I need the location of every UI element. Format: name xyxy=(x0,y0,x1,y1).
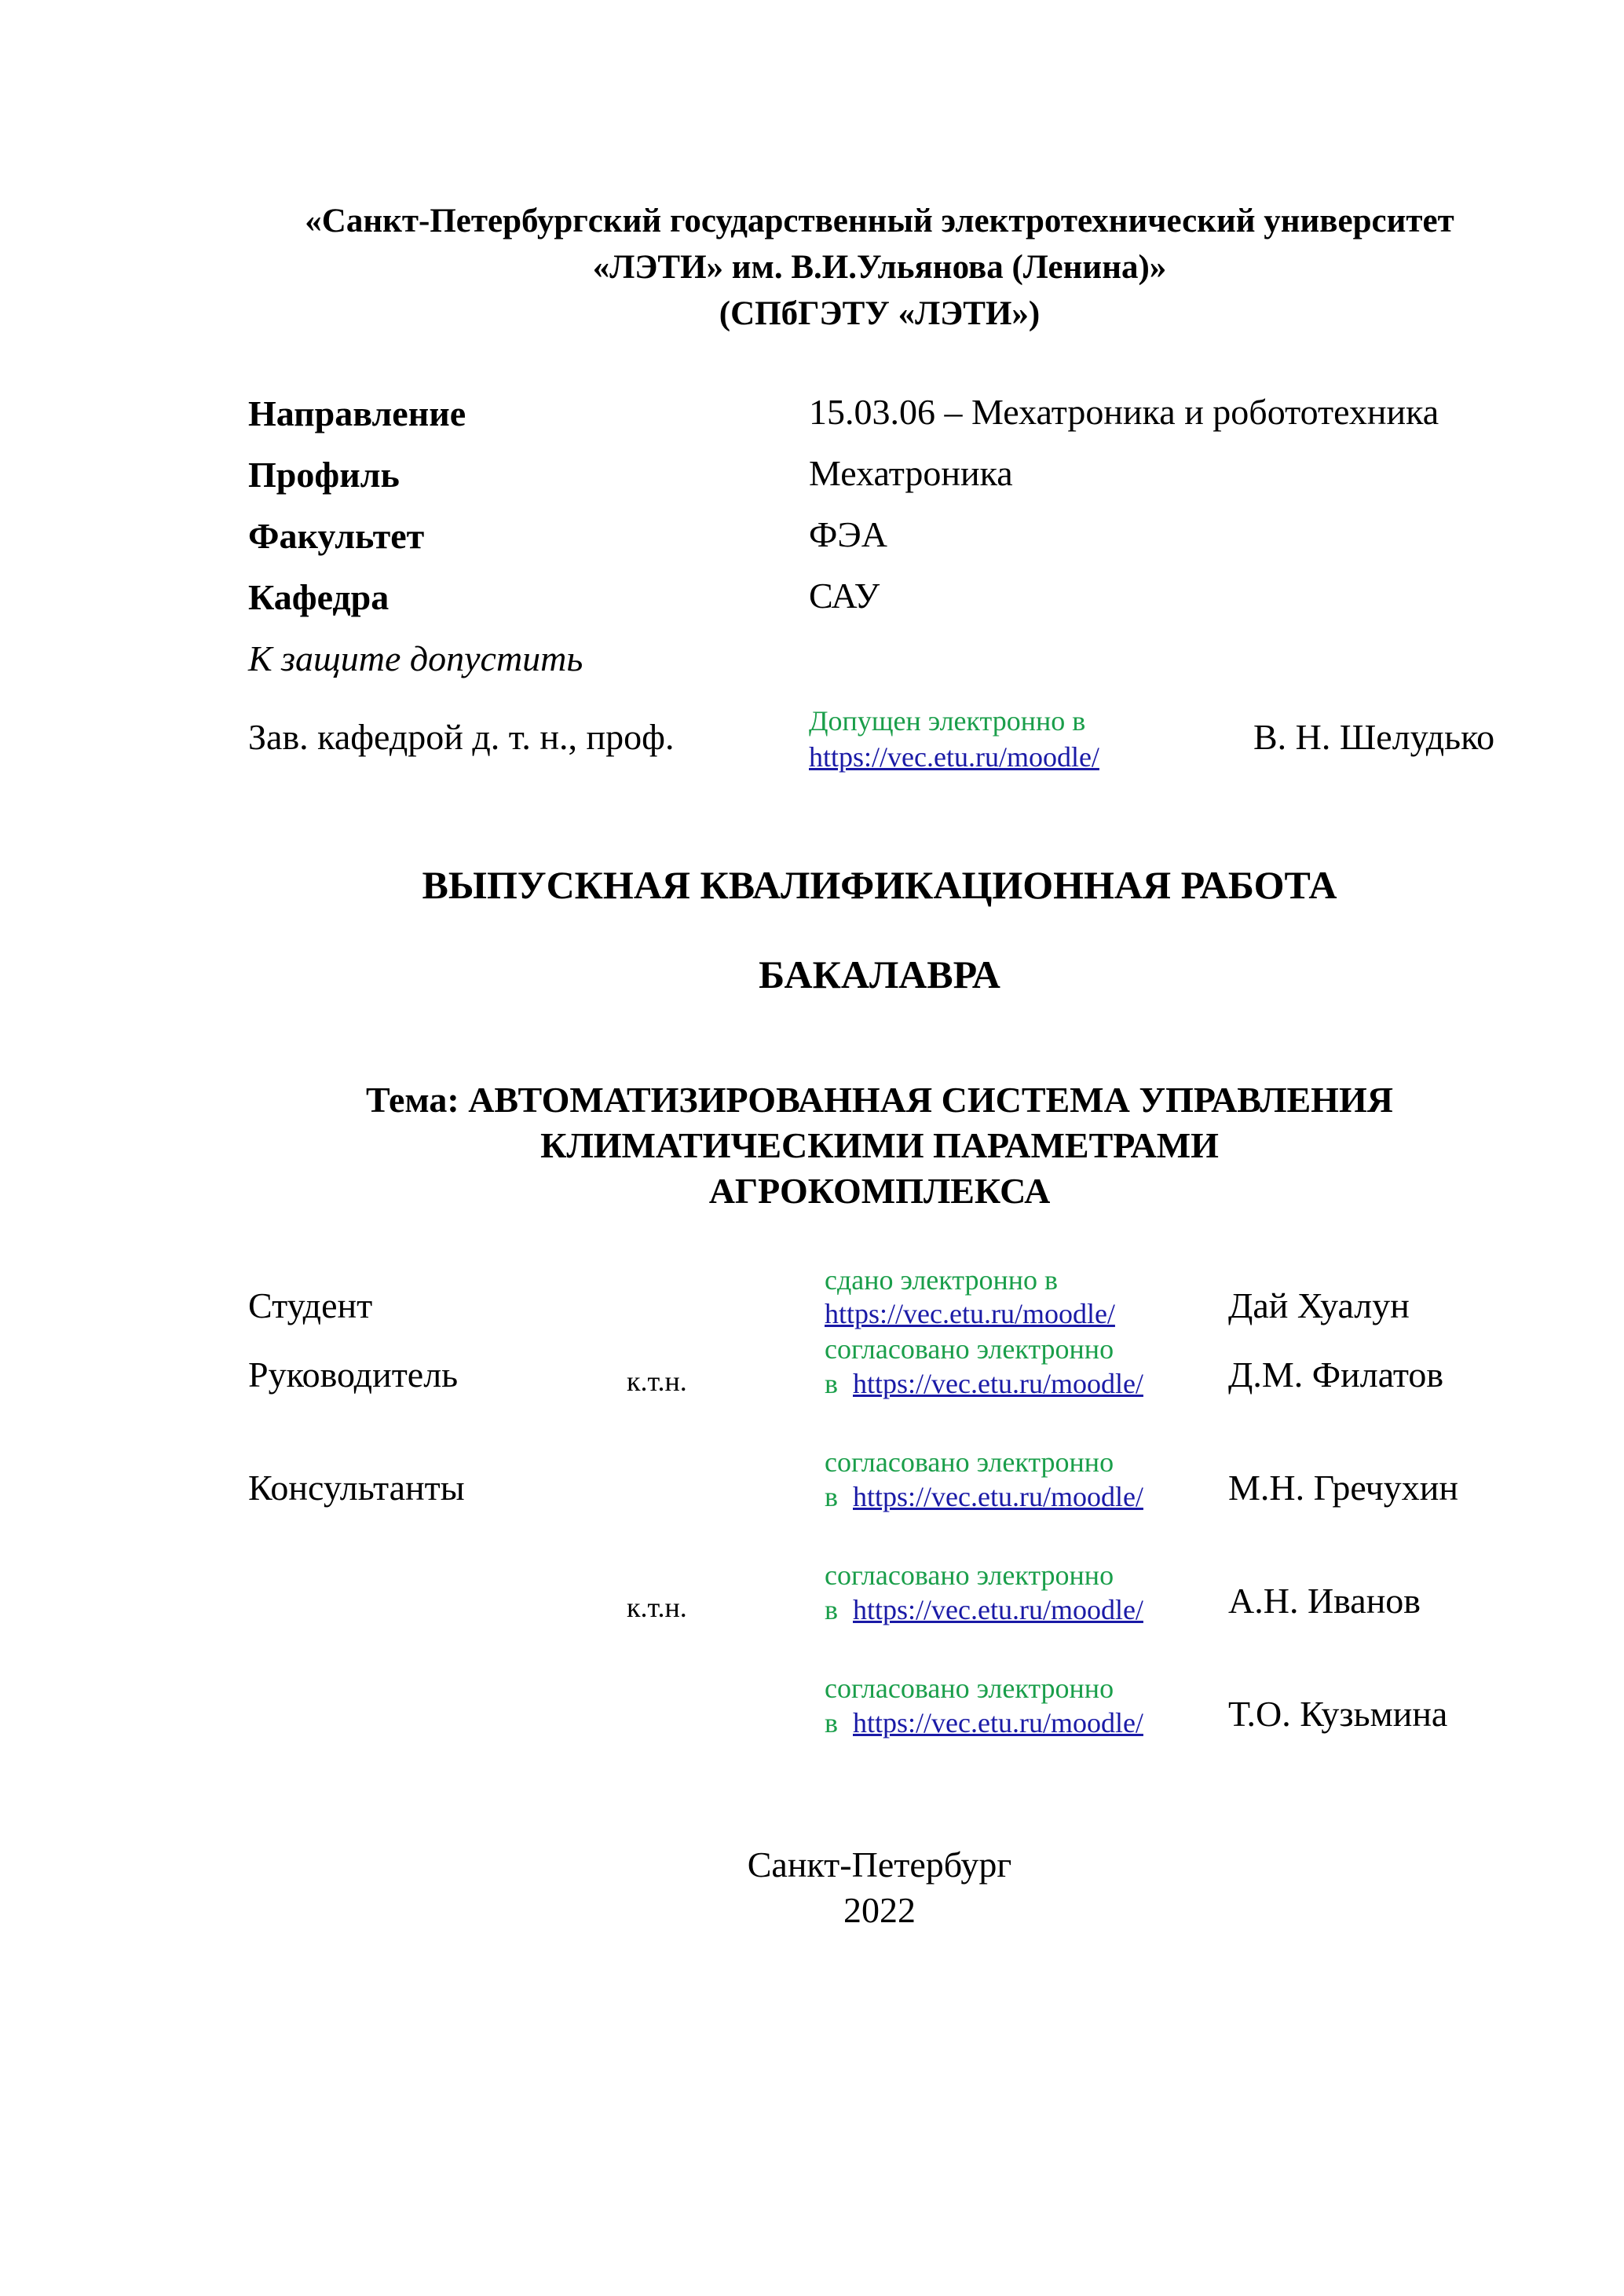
defense-admission-note: К защите допустить xyxy=(248,638,583,678)
university-line-2: «ЛЭТИ» им. В.И.Ульянова (Ленина)» xyxy=(592,249,1167,286)
consultant-2-link[interactable]: https://vec.etu.ru/moodle/ xyxy=(853,1594,1143,1625)
consultant-2-status: согласовано электронно xyxy=(825,1559,1114,1591)
consultant-1-name: М.Н. Гречухин xyxy=(1228,1468,1458,1508)
consultant-2-name: А.Н. Иванов xyxy=(1228,1581,1421,1621)
work-title-line-1: ВЫПУСКНАЯ КВАЛИФИКАЦИОННАЯ РАБОТА xyxy=(422,863,1337,907)
consultants-role: Консультанты xyxy=(248,1468,465,1508)
student-link[interactable]: https://vec.etu.ru/moodle/ xyxy=(825,1298,1115,1329)
profile-label: Профиль xyxy=(248,455,400,495)
supervisor-name: Д.М. Филатов xyxy=(1228,1355,1444,1395)
consultant-3-prefix: в xyxy=(825,1707,838,1738)
consultant-2-degree: к.т.н. xyxy=(627,1592,687,1623)
supervisor-status: согласовано электронно xyxy=(825,1333,1114,1365)
supervisor-degree: к.т.н. xyxy=(627,1366,687,1397)
university-line-3: (СПбГЭТУ «ЛЭТИ») xyxy=(719,295,1041,332)
consultant-1-prefix: в xyxy=(825,1481,838,1512)
student-name: Дай Хуалун xyxy=(1228,1285,1410,1325)
admission-status: Допущен электронно в xyxy=(809,705,1086,737)
faculty-value: ФЭА xyxy=(809,514,887,554)
theme-block xyxy=(0,1077,1624,1214)
consultant-3-name: Т.О. Кузьмина xyxy=(1228,1694,1448,1734)
supervisor-link[interactable]: https://vec.etu.ru/moodle/ xyxy=(853,1368,1143,1399)
department-label: Кафедра xyxy=(248,577,390,617)
footer xyxy=(0,1842,1624,1933)
direction-value: 15.03.06 – Мехатроника и робототехника xyxy=(809,392,1439,432)
consultant-1-status: согласовано электронно xyxy=(825,1446,1114,1478)
direction-label: Направление xyxy=(248,393,466,433)
consultant-3-link[interactable]: https://vec.etu.ru/moodle/ xyxy=(853,1707,1143,1738)
theme-line-2: КЛИМАТИЧЕСКИМИ ПАРАМЕТРАМИ xyxy=(540,1125,1219,1165)
department-value: САУ xyxy=(809,576,880,616)
department-head-label: Зав. кафедрой д. т. н., проф. xyxy=(248,717,675,757)
university-header xyxy=(0,198,1624,337)
supervisor-role: Руководитель xyxy=(248,1355,459,1395)
supervisor-prefix: в xyxy=(825,1368,838,1399)
admission-link[interactable]: https://vec.etu.ru/moodle/ xyxy=(809,741,1099,773)
year: 2022 xyxy=(843,1890,916,1930)
theme-line-1: Тема: АВТОМАТИЗИРОВАННАЯ СИСТЕМА УПРАВЛЕНИЯ xyxy=(366,1080,1393,1120)
city: Санкт-Петербург xyxy=(747,1844,1012,1885)
student-status: сдано электронно в xyxy=(825,1264,1058,1296)
work-title-line-2: БАКАЛАВРА xyxy=(759,952,1000,996)
department-head-name: В. Н. Шелудько xyxy=(1253,717,1495,757)
profile-value: Мехатроника xyxy=(809,453,1013,493)
consultant-3-status: согласовано электронно xyxy=(825,1673,1114,1704)
theme-line-3: АГРОКОМПЛЕКСА xyxy=(708,1171,1051,1211)
faculty-label: Факультет xyxy=(248,516,425,556)
consultant-2-prefix: в xyxy=(825,1594,838,1625)
consultant-1-link[interactable]: https://vec.etu.ru/moodle/ xyxy=(853,1481,1143,1512)
student-role: Студент xyxy=(248,1285,373,1325)
university-line-1: «Санкт-Петербургский государственный электротехнический университет xyxy=(305,203,1454,239)
